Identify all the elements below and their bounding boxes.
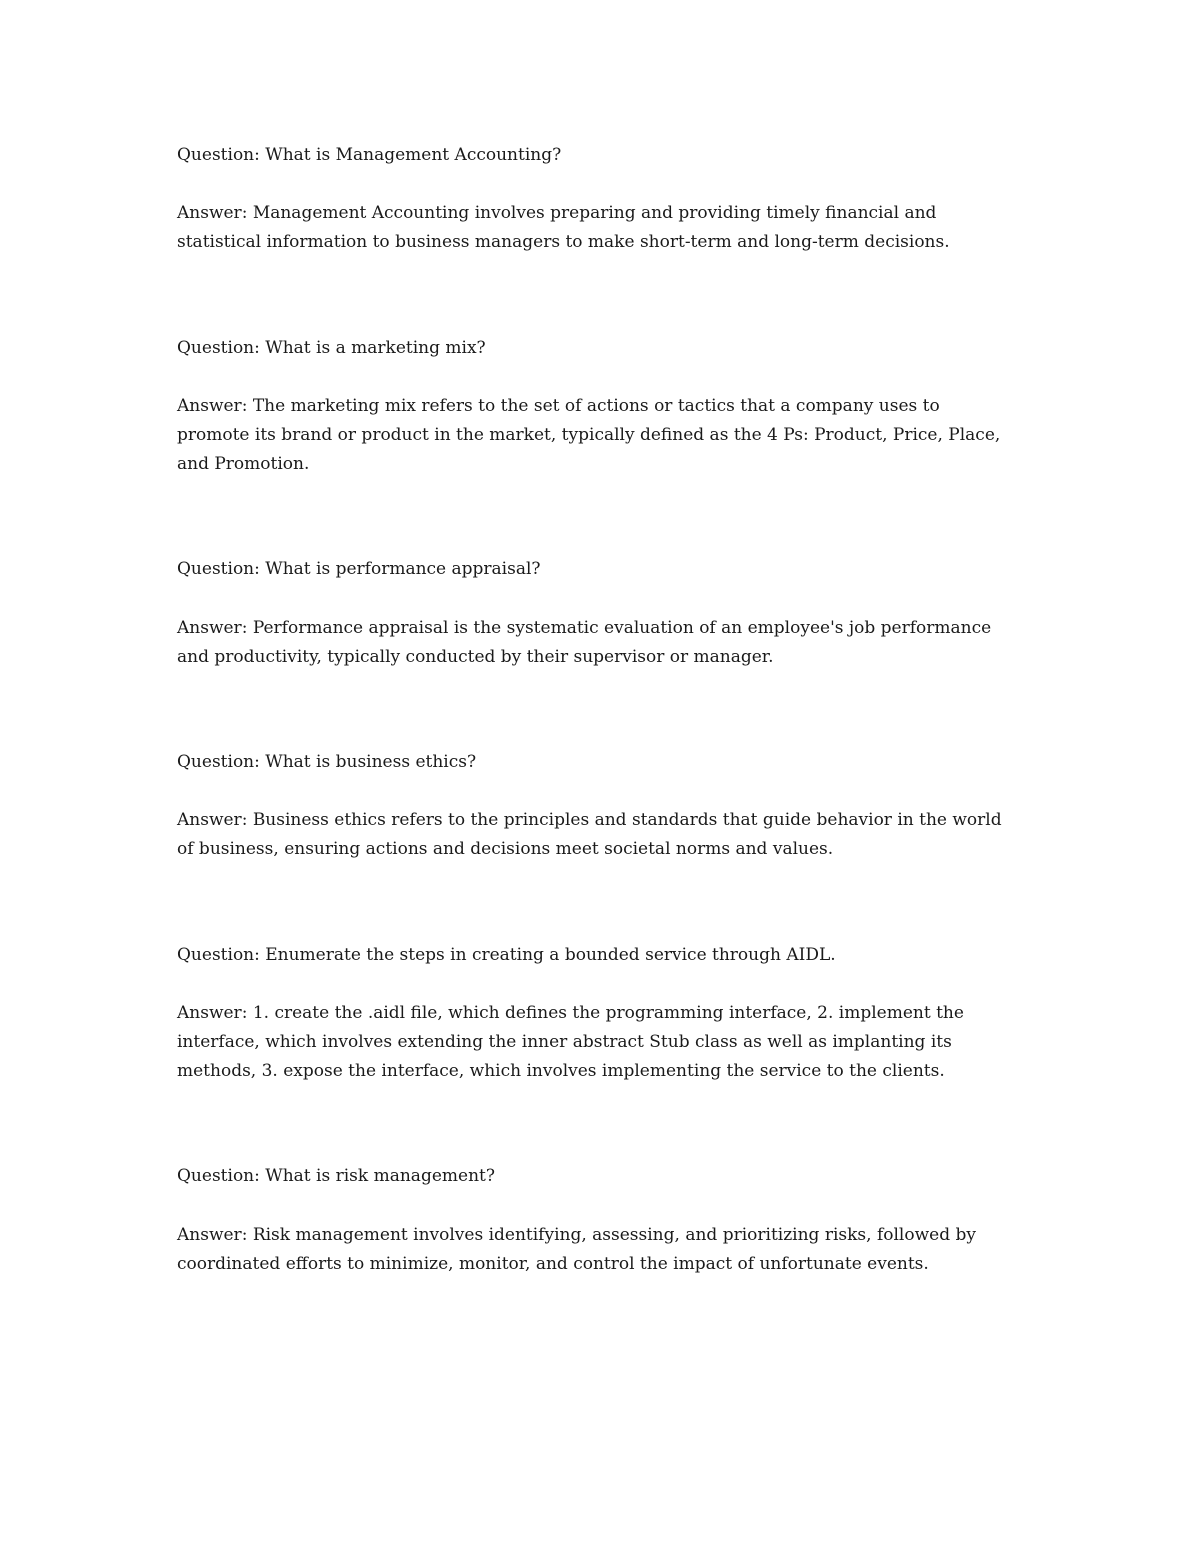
answer-text: Answer: Performance appraisal is the systematic evaluation of an employee's job performance and productivity, typically conducted by their supervisor or manager. xyxy=(177,617,992,667)
answer-text: Answer: Business ethics refers to the principles and standards that guide behavior in the world of business, ensuring actions and decisions meet societal norms and values. xyxy=(177,810,1002,860)
answer-text: Answer: 1. create the .aidl file, which defines the programming interface, 2. implement the interface, which involves extending the inner abstract Stub class as well as implanting its methods, 3. expose the interface, which involves implementing the service to the clients. xyxy=(177,1002,964,1082)
document-body xyxy=(177,141,1017,1355)
qa-item xyxy=(177,1162,1017,1279)
answer-text: Answer: The marketing mix refers to the set of actions or tactics that a company uses to promote its brand or product in the market, typically defined as the 4 Ps: Product, Price, Place, and Promotion. xyxy=(177,395,1001,475)
question-text: Question: Enumerate the steps in creating a bounded service through AIDL. xyxy=(177,944,836,965)
qa-item xyxy=(177,941,1017,1087)
question-text: Question: What is risk management? xyxy=(177,1166,495,1187)
question-text: Question: What is Management Accounting? xyxy=(177,145,562,165)
answer-text: Answer: Risk management involves identifying, assessing, and prioritizing risks, followed by coordinated efforts to minimize, monitor, and control the impact of unfortunate events. xyxy=(177,1224,976,1274)
qa-item xyxy=(177,555,1017,672)
qa-item xyxy=(177,141,1017,258)
qa-item xyxy=(177,334,1017,480)
question-text: Question: What is business ethics? xyxy=(177,752,477,773)
question-text: Question: What is performance appraisal? xyxy=(177,559,541,580)
qa-item xyxy=(177,748,1017,865)
question-text: Question: What is a marketing mix? xyxy=(177,337,486,358)
answer-text: Answer: Management Accounting involves preparing and providing timely financial and statistical information to business managers to make short-term and long-term decisions. xyxy=(177,203,950,253)
